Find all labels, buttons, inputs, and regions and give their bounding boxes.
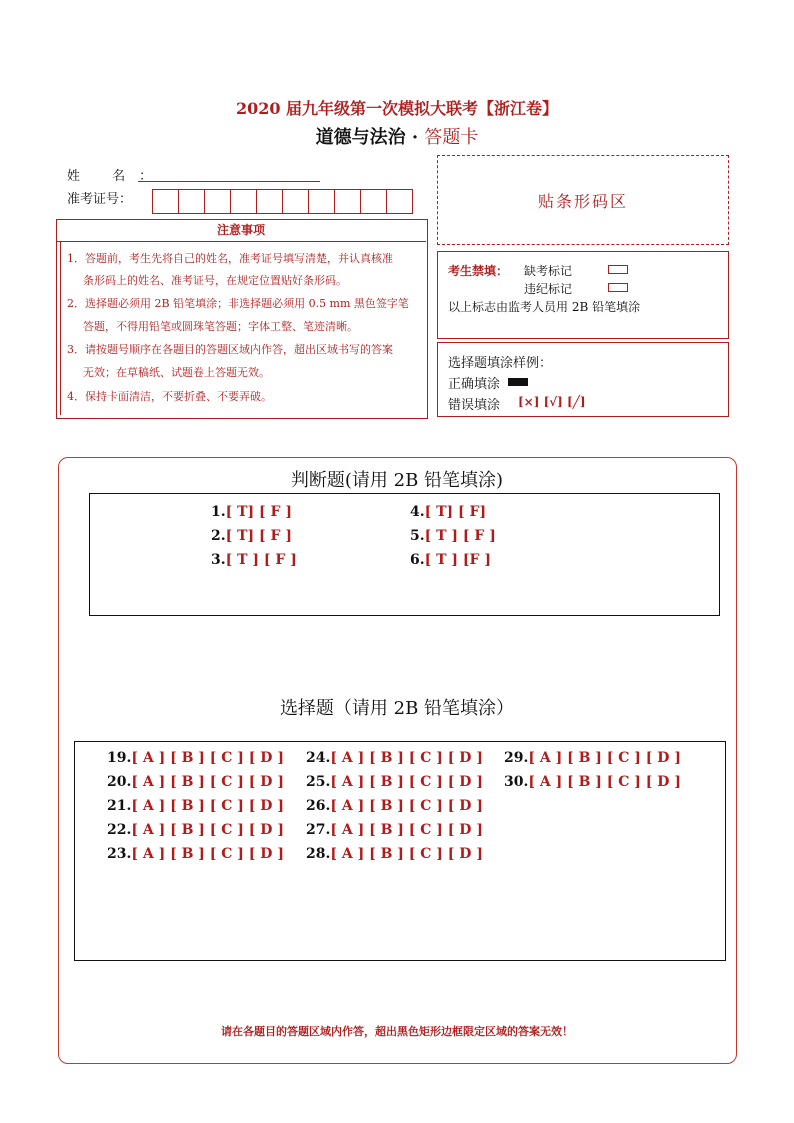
- notice-line: 答题，不得用铅笔或圆珠笔答题；字体工整、笔迹清晰。: [83, 320, 358, 333]
- examiner-only-label: 考生禁填：: [448, 264, 509, 278]
- multiple-choice-title: 选择题（请用 2B 铅笔填涂）: [279, 698, 515, 719]
- notice-line: 条形码上的姓名、准考证号，在规定位置贴好条形码。: [83, 274, 347, 287]
- exam-id-digit-box[interactable]: [308, 189, 335, 214]
- tf-question[interactable]: 6.[ T ] [F ]: [410, 552, 491, 568]
- mc-question[interactable]: 20.[ A ] [ B ] [ C ] [ D ]: [107, 774, 284, 790]
- wrong-fill-samples: [×] [√] [╱]: [518, 395, 586, 409]
- subject-name: 道德与法治: [315, 127, 406, 148]
- mc-question[interactable]: 25.[ A ] [ B ] [ C ] [ D ]: [306, 774, 483, 790]
- barcode-area[interactable]: [437, 155, 729, 245]
- mc-question[interactable]: 24.[ A ] [ B ] [ C ] [ D ]: [306, 750, 483, 766]
- tf-question[interactable]: 3.[ T ] [ F ]: [211, 552, 297, 568]
- exam-id-digit-box[interactable]: [178, 189, 205, 214]
- exam-id-label: 准考证号：: [67, 192, 133, 207]
- tf-question[interactable]: 1.[ T] [ F ]: [211, 504, 292, 520]
- tf-question[interactable]: 2.[ T] [ F ]: [211, 528, 292, 544]
- mc-question[interactable]: 23.[ A ] [ B ] [ C ] [ D ]: [107, 846, 284, 862]
- true-false-title: 判断题(请用 2B 铅笔填涂): [290, 470, 504, 491]
- exam-id-digit-box[interactable]: [334, 189, 361, 214]
- mc-question[interactable]: 30.[ A ] [ B ] [ C ] [ D ]: [504, 774, 681, 790]
- notice-line: 4．保持卡面清洁，不要折叠、不要弄破。: [67, 390, 272, 403]
- exam-id-digit-box[interactable]: [360, 189, 387, 214]
- fill-sample-title: 选择题填涂样例：: [448, 356, 553, 371]
- violation-mark-label: 违纪标记: [524, 282, 573, 296]
- notice-line: 1．答题前，考生先将自己的姓名，准考证号填写清楚，并认真核准: [67, 252, 393, 265]
- examiner-note: 以上标志由监考人员用 2B 铅笔填涂: [448, 300, 641, 314]
- tf-question[interactable]: 4.[ T] [ F]: [410, 504, 487, 520]
- examiner-only-box: [437, 251, 729, 339]
- violation-mark-box[interactable]: [608, 283, 628, 292]
- notice-line: 无效；在草稿纸、试题卷上答题无效。: [83, 366, 270, 379]
- exam-id-digit-box[interactable]: [152, 189, 179, 214]
- mc-question[interactable]: 28.[ A ] [ B ] [ C ] [ D ]: [306, 846, 483, 862]
- mc-question[interactable]: 22.[ A ] [ B ] [ C ] [ D ]: [107, 822, 284, 838]
- mc-question[interactable]: 27.[ A ] [ B ] [ C ] [ D ]: [306, 822, 483, 838]
- wrong-fill-label: 错误填涂: [448, 398, 501, 413]
- mc-question[interactable]: 21.[ A ] [ B ] [ C ] [ D ]: [107, 798, 284, 814]
- mc-question[interactable]: 26.[ A ] [ B ] [ C ] [ D ]: [306, 798, 483, 814]
- exam-id-digit-box[interactable]: [282, 189, 309, 214]
- correct-fill-sample: [508, 378, 528, 386]
- correct-fill-label: 正确填涂: [448, 377, 501, 392]
- title-separator: ·: [411, 127, 419, 148]
- barcode-label: 贴条形码区: [537, 191, 628, 211]
- exam-id-boxes: [152, 189, 413, 214]
- card-label: 答题卡: [424, 127, 479, 148]
- notice-line: 2．选择题必须用 2B 铅笔填涂；非选择题必须用 0.5 mm 黑色签字笔: [67, 297, 409, 310]
- exam-id-digit-box[interactable]: [386, 189, 413, 214]
- subject-title: [0, 123, 794, 149]
- tf-question[interactable]: 5.[ T ] [ F ]: [410, 528, 496, 544]
- name-label: 姓 名：: [67, 169, 167, 184]
- exam-id-digit-box[interactable]: [230, 189, 257, 214]
- name-field[interactable]: [138, 181, 320, 182]
- notice-title: 注意事项: [56, 219, 426, 242]
- exam-id-digit-box[interactable]: [256, 189, 283, 214]
- fill-sample-box: [437, 342, 729, 417]
- exam-id-digit-box[interactable]: [204, 189, 231, 214]
- absent-mark-label: 缺考标记: [524, 264, 573, 278]
- notice-content: [60, 242, 425, 415]
- absent-mark-box[interactable]: [608, 265, 628, 274]
- mc-question[interactable]: 29.[ A ] [ B ] [ C ] [ D ]: [504, 750, 681, 766]
- true-false-box: [89, 493, 720, 616]
- footer-warning: 请在各题目的答题区域内作答，超出黑色矩形边框限定区域的答案无效！: [221, 1025, 573, 1038]
- mc-question[interactable]: 19.[ A ] [ B ] [ C ] [ D ]: [107, 750, 284, 766]
- exam-title: 2020 届九年级第一次模拟大联考【浙江卷】: [235, 99, 559, 118]
- notice-line: 3．请按题号顺序在各题目的答题区域内作答，超出区域书写的答案: [67, 343, 393, 356]
